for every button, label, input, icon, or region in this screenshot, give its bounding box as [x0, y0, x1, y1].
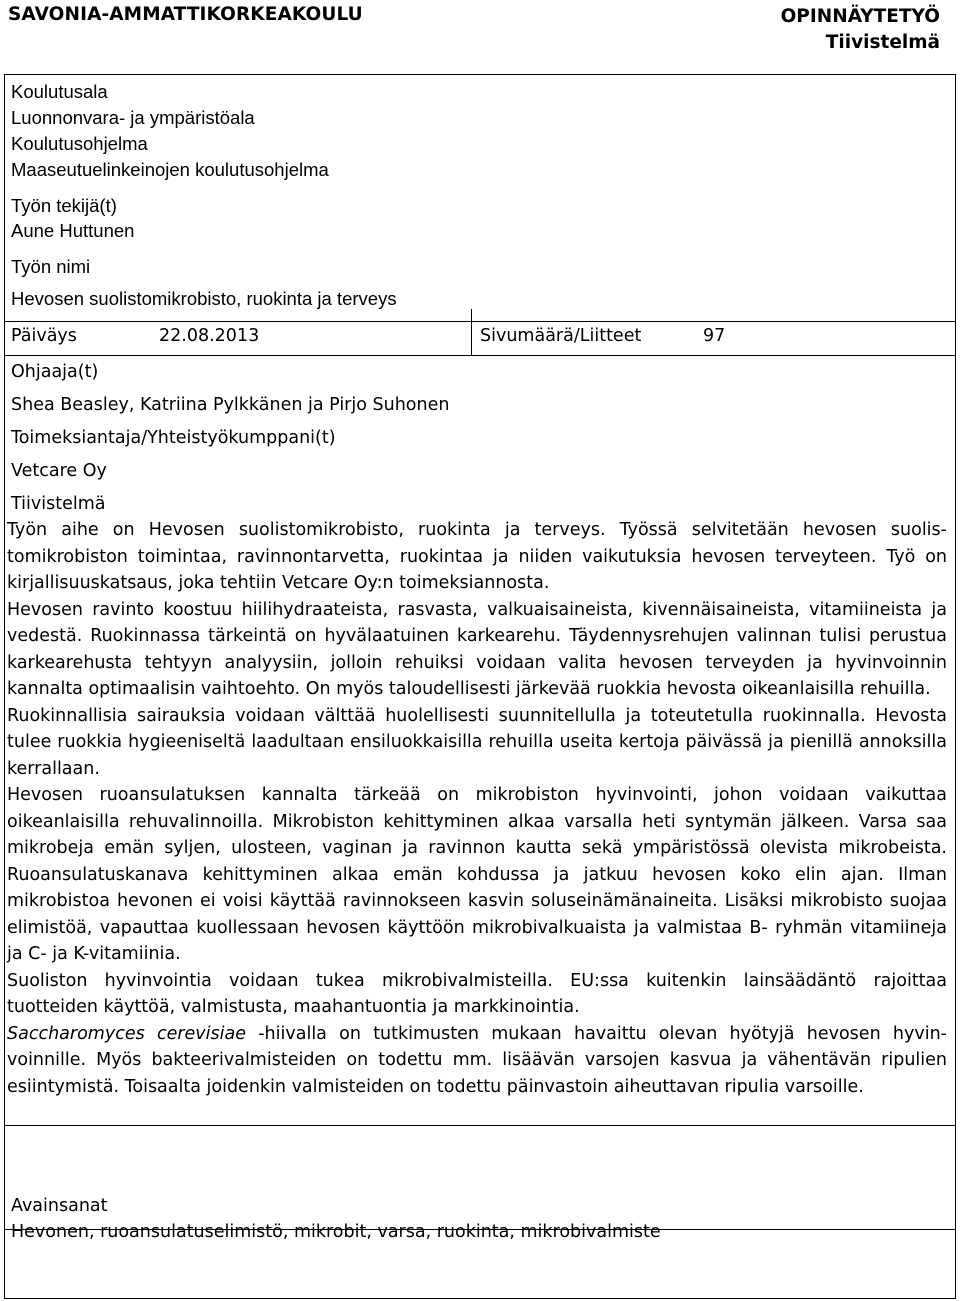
abstract-paragraph: Hevosen ruoansulatuksen kannalta tärkeää on mikrobiston hyvinvointi, johon voidaan vaikuttaa oikeanlaisilla rehuvalinnoilla. Mikrobiston kehittyminen alkaa varsalla heti syntymän jälkeen. Varsa saa mikrobeja emän syljen, ulosteen, vaginan ja ravinnon kautta sekä ympäristössä olevista mikrobeista. Ruoansulatuskanava kehittyminen alkaa emän kohdussa ja jatkuu hevosen koko elin ajan. Ilman mikrobistoa hevonen ei voisi käyttää ravinnokseen kasvin soluseinämänaineita. Lisäksi mikrobisto suojaa elimistöä, vapauttaa kuollessaan hevosen käyttöön mikrobivalkuaista ja valmistaa B- ryhmän vitamiineja ja C- ja K-vitamiinia.: [7, 785, 947, 964]
koulutusala-value: Luonnonvara- ja ympäristöala: [11, 107, 255, 128]
document-type-subtitle: Tiivistelmä: [825, 32, 940, 53]
sivumaara-value: 97: [703, 326, 726, 346]
koulutusohjelma-value: Maaseutuelinkeinojen koulutusohjelma: [11, 159, 329, 180]
paivays-label: Päiväys: [11, 326, 77, 346]
abstract-paragraph: Työn aihe on Hevosen suolistomikrobisto, ruokinta ja terveys. Työssä selvitetään hevosen suolistomikrobiston toimintaa, ravinnontarvetta, ruokintaa ja niiden vaikutuksia hevosen terveyteen. Työ on kirjallisuuskatsaus, joka tehtiin Vetcare Oy:n toimeksiannosta.: [7, 520, 947, 593]
ohjaaja-label: Ohjaaja(t): [11, 362, 99, 382]
abstract-paragraph-rest: -hiivalla on tutkimusten mukaan havaittu olevan hyötyjä hevosen hyvinvoinnille. Myös bakteerivalmisteiden on todettu mm. lisäävän varsojen kasvua ja vähentävän ripulien esiintymistä. Toisaalta joidenkin valmisteiden on todettu päinvastoin aiheuttavan ripulia varsoille.: [7, 1023, 947, 1097]
tiivistelma-label: Tiivistelmä: [11, 494, 106, 514]
toimeksiantaja-label: Toimeksiantaja/Yhteistyökumppani(t): [11, 428, 336, 448]
paivays-value: 22.08.2013: [159, 326, 260, 346]
abstract-paragraph: Ruokinnallisia sairauksia voidaan välttää huolellisesti suunnitellulla ja toteutetulla ruokinnalla. Hevosta tulee ruokkia hygieeniseltä laadultaan ensiluokkaisilla rehuilla useita kertoja päivässä ja pienillä annoksilla kerrallaan.: [7, 705, 947, 779]
tekija-value: Aune Huttunen: [11, 220, 135, 241]
nimi-label: Työn nimi: [11, 256, 91, 277]
divider: [5, 1125, 955, 1126]
tekija-label: Työn tekijä(t): [11, 195, 117, 216]
toimeksiantaja-value: Vetcare Oy: [11, 461, 107, 481]
abstract-paragraph: Suoliston hyvinvointia voidaan tukea mikrobivalmisteilla. EU:ssa kuitenkin lainsäädäntö rajoittaa tuotteiden käyttöä, valmistusta, maahantuontia ja markkinointia.: [7, 970, 947, 1017]
ohjaaja-value: Shea Beasley, Katriina Pylkkänen ja Pirjo Suhonen: [11, 395, 450, 415]
koulutusohjelma-label: Koulutusohjelma: [11, 133, 148, 154]
avainsanat-value: Hevonen, ruoansulatuselimistö, mikrobit, varsa, ruokinta, mikrobivalmiste: [11, 1222, 661, 1242]
document-type-title: OPINNÄYTETYÖ: [780, 6, 940, 27]
nimi-value: Hevosen suolistomikrobisto, ruokinta ja terveys: [11, 288, 397, 309]
koulutusala-label: Koulutusala: [11, 81, 108, 102]
abstract-text: [7, 517, 947, 1100]
divider: [471, 309, 472, 355]
institution-name: SAVONIA-AMMATTIKORKEAKOULU: [8, 4, 363, 25]
divider: [5, 355, 955, 356]
abstract-paragraph: [7, 1021, 947, 1101]
species-name: Saccharomyces cerevisiae: [7, 1023, 246, 1044]
avainsanat-label: Avainsanat: [11, 1196, 108, 1216]
sivumaara-label: Sivumäärä/Liitteet: [480, 326, 642, 346]
document-type: [781, 4, 940, 56]
divider: [5, 321, 955, 322]
abstract-paragraph: Hevosen ravinto koostuu hiilihydraateista, rasvasta, valkuaisaineista, kivennäisaineista, vitamiineista ja vedestä. Ruokinnassa tärkeintä on hyvälaatuinen karkearehu. Täydennysrehujen valinnan tulisi perustua karkearehusta tehtyyn analyysiin, jolloin rehuiksi voidaan valita hevosen terveyden ja hyvinvoinnin kannalta optimaalisin vaihtoehto. On myös taloudellisesti järkevää ruokkia hevosta oikeanlaisilla rehuilla.: [7, 599, 947, 699]
